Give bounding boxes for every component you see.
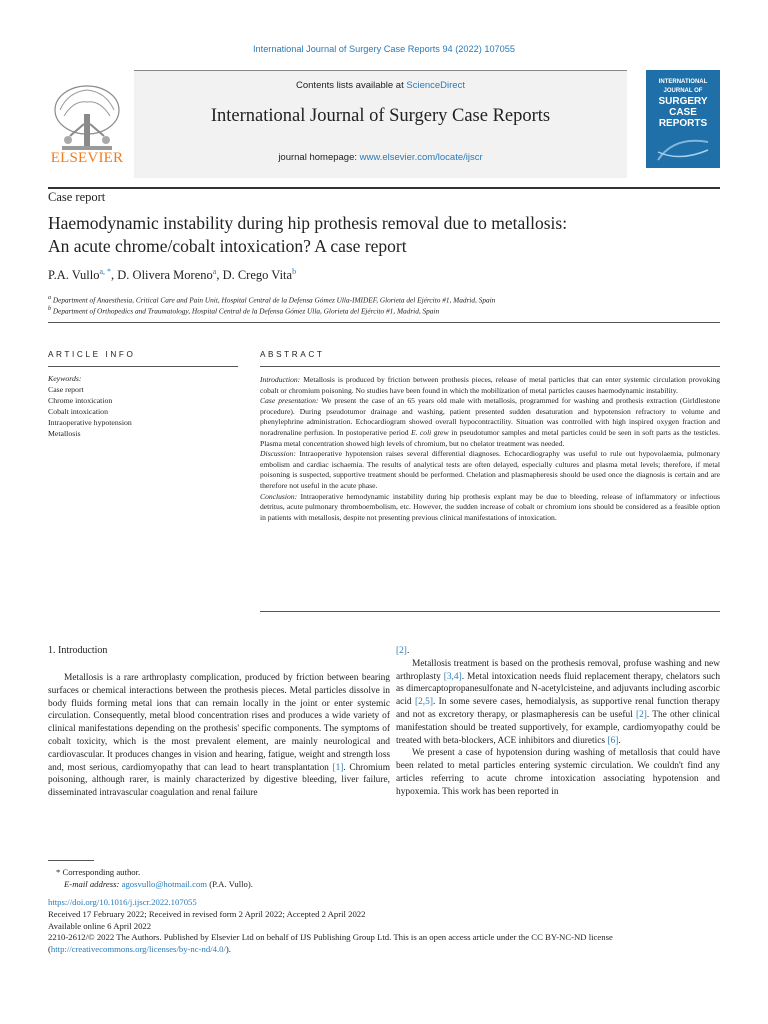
- citation-link[interactable]: [2,5]: [415, 697, 433, 708]
- abstract-label: Discussion:: [260, 449, 296, 459]
- article-info-heading: ARTICLE INFO: [48, 350, 136, 359]
- body-paragraph: [396, 747, 720, 798]
- body-paragraph: [48, 672, 390, 800]
- abstract-text: We present the case of an 65 years old male with metallosis, programmed for washing and prothesis extraction (Girldlestone procedure). During pseudotumor drainage and washing, patient presented sudden desaturation and hypotension refractory to volume and phenylephrine administration. Echocardiogram showed overall hypocontractility. Situation was controlled with high inspired oxygen fraction and noradrenaline perfusion. In postoperative period: [260, 396, 720, 437]
- abstract-body: [260, 375, 720, 523]
- body-text: .: [618, 735, 621, 746]
- keyword: Chrome intoxication: [48, 396, 113, 405]
- received-dates: Received 17 February 2022; Received in revised form 2 April 2022; Accepted 2 April 2022: [48, 908, 366, 919]
- article-title: [48, 212, 728, 258]
- cover-line: CASE: [669, 107, 697, 118]
- publication-info: [48, 897, 720, 956]
- cover-title: [652, 78, 714, 129]
- body-text: .: [406, 646, 410, 656]
- journal-cover: [646, 70, 720, 168]
- body-paragraph: [396, 645, 720, 658]
- sciencedirect-link[interactable]: ScienceDirect: [406, 80, 465, 91]
- license-statement: 2210-2612/© 2022 The Authors. Published by Elsevier Ltd on behalf of IJS Publishing Group Ltd. This is an open access article under the CC BY-NC-ND license: [48, 932, 613, 943]
- email-owner: (P.A. Vullo).: [207, 879, 253, 889]
- divider: [260, 366, 720, 367]
- citation-link[interactable]: [2]: [635, 709, 647, 720]
- abstract-label: Case presentation:: [260, 396, 319, 406]
- keywords-label: Keywords:: [48, 374, 82, 383]
- affiliation-sup: a: [48, 295, 52, 301]
- divider: [48, 366, 238, 367]
- corresponding-note: * Corresponding author.: [56, 867, 141, 877]
- doi-link[interactable]: https://doi.org/10.1016/j.ijscr.2022.107055: [48, 897, 197, 907]
- body-text: We present a case of hypotension during washing of metallosis that could have been related to metal particles entering systemic circulation. We couldn't find any articles referring to acute chrome intoxication associating hypotension and hypoxemia. This work has been reported in: [396, 748, 720, 797]
- title-line: Haemodynamic instability during hip prothesis removal due to metallosis:: [48, 213, 568, 233]
- abstract-italic: E. coli: [410, 427, 432, 437]
- publisher-wordmark: ELSEVIER: [50, 150, 124, 166]
- email-line: [48, 878, 388, 890]
- author-sup[interactable]: a, *: [99, 267, 112, 276]
- abstract-heading: ABSTRACT: [260, 350, 325, 359]
- abstract-text: Metallosis is produced by friction between prothesis pieces, release of metal particles that can enter systemic circulation provoking cobalt or chromium poisoning. No studies have been found in which the mobilization of metal particles causes haemodynamic instability.: [260, 375, 720, 395]
- body-text: . The other clinical manifestation should be treated supportively, for example, cardiomyopathy could be treated with beta-blockers, ACE inhibitors and diuretics: [396, 709, 720, 746]
- author-sup[interactable]: a: [212, 267, 217, 276]
- divider: [260, 611, 720, 612]
- keyword: Case report: [48, 385, 84, 394]
- email-link[interactable]: agosvullo@hotmail.com: [121, 879, 208, 889]
- keywords-block: [48, 373, 238, 439]
- homepage-prefix: journal homepage:: [278, 152, 360, 163]
- contents-prefix: Contents lists available at: [296, 80, 407, 91]
- citation-link[interactable]: [2]: [396, 646, 407, 656]
- citation-link[interactable]: [6]: [607, 735, 619, 746]
- body-text: . In some severe cases, hemodialysis, as supportive renal function therapy and not as excretory therapy, or plasmapheresis can be useful: [396, 697, 720, 720]
- keyword: Metallosis: [48, 429, 81, 438]
- cover-line: REPORTS: [658, 118, 708, 129]
- body-text: Metallosis is a rare arthroplasty complication, produced by friction between bearing surfaces or chemical interactions between the prothesis pieces. Metal particles dissolve in body fluids forming metal ions that can remain locally in the joint or enter systemic circulation. Consequently, metal blood concentration rises and produces a wide variety of clinical manifestations depending on the prothesis' specific components. The symptoms of cobalt toxicity, which is the most prevalent element, are mainly neurological and cardiovascular. It produces changes in vision and hearing, fatigue, weight and strength loss and, most serious, cardiomyopathy that can lead to heart transplantation: [48, 673, 390, 773]
- journal-reference[interactable]: International Journal of Surgery Case Reports 94 (2022) 107055: [252, 44, 515, 54]
- affiliation: [48, 295, 495, 304]
- body-text: Metallosis treatment is based on the prothesis removal, profuse washing and new arthroplasty: [396, 658, 720, 682]
- contents-line: [134, 80, 627, 91]
- citation-link[interactable]: [3,4]: [443, 671, 462, 682]
- author-sup[interactable]: b: [292, 267, 297, 276]
- title-line: An acute chrome/cobalt intoxication? A case report: [48, 236, 407, 256]
- abstract-text: Intraoperative hemodynamic instability during hip prothesis explant may be due to bleeding, release of inflammatory or infectious detritus, acute pulmonary thromboembolism, etc. However, the sudden increase of cobalt or chromium ions should be considered as a feasible option in patients with metallosis, despite not presenting previous clinical manifestations of intoxication.: [260, 491, 720, 522]
- author-name[interactable]: D. Crego Vita: [222, 268, 293, 283]
- abstract-label: Conclusion:: [260, 491, 298, 501]
- affiliation-text: Department of Orthopedics and Traumatology, Hospital Central de la Defensa Gómez Ulla, Glorieta del Ejército #1, Madrid, Spain: [52, 306, 440, 316]
- license-text: [48, 932, 720, 956]
- header-rule: [48, 187, 720, 189]
- citation-link[interactable]: [1]: [332, 762, 344, 773]
- author-name[interactable]: D. Olivera Moreno: [117, 268, 213, 283]
- abstract-text: grew in pseudotumor samples and metal particles could be seen in soft parts as the testicles. Plasma metal concentration showed high levels of chromium, but no chelator treatment was needed.: [260, 427, 721, 448]
- license-link[interactable]: http://creativecommons.org/licenses/by-nc-nd/4.0/: [50, 944, 226, 955]
- section-heading: 1. Introduction: [48, 645, 108, 656]
- article-type: Case report: [48, 190, 106, 204]
- abstract-text: Intraoperative hypotension raises several differential diagnoses. Echocardiography was useful to rule out hypovolaemia, pulmonary embolism and cardiac ischaemia. The results of analytical tests are often delayed, especially cultures and plasma metal levels; therefore, if metal poisoning is suspected, supportive treatment should be performed. Chelation and plasmapheresis should be used once the diagnosis is certain and are therefore not useful in the acute phase.: [260, 449, 720, 490]
- cover-graphic: [654, 132, 712, 164]
- keyword: Cobalt intoxication: [48, 407, 108, 416]
- journal-title: International Journal of Surgery Case Reports: [210, 106, 551, 126]
- body-text: . Metal intoxication needs fluid replacement therapy, chelators such as dimercaptopropanesulfonate and N-acetylcisteine, and adjuvants including ascorbic acid: [396, 671, 721, 708]
- abstract-paragraph: [260, 396, 720, 449]
- homepage-line: [134, 152, 627, 163]
- affiliation-text: Department of Anaesthesia, Critical Care and Pain Unit, Hospital Central de la Defensa Gómez Ulla-IMIDEF, Glorieta del Ejército #1, Madrid, Spain: [52, 295, 496, 305]
- cover-line: SURGERY: [658, 96, 708, 107]
- cover-line: JOURNAL OF: [663, 88, 703, 94]
- license-close: ).: [225, 944, 231, 955]
- abstract-paragraph: [260, 375, 720, 396]
- affiliation: [48, 306, 439, 315]
- left-column: [48, 672, 390, 800]
- license-open: (: [48, 944, 51, 955]
- divider: [48, 322, 720, 323]
- right-column: [396, 645, 720, 799]
- keyword: Intraoperative hypotension: [48, 418, 132, 427]
- body-paragraph: [396, 658, 720, 748]
- footnote-rule: [48, 860, 94, 861]
- abstract-label: Introduction:: [260, 375, 301, 384]
- homepage-link[interactable]: www.elsevier.com/locate/ijscr: [359, 152, 483, 163]
- cover-line: INTERNATIONAL: [658, 79, 708, 85]
- abstract-paragraph: [260, 449, 720, 491]
- footnote: [48, 866, 388, 890]
- author-name[interactable]: P.A. Vullo: [48, 268, 100, 283]
- body-text: . Chromium poisoning, although rarer, is mainly characterized by digestive bleeding, liver failure, disseminated intravascular coagulation and renal failure: [48, 762, 390, 799]
- affiliation-sup: b: [48, 306, 52, 312]
- email-label: E-mail address:: [64, 879, 120, 889]
- abstract-paragraph: [260, 492, 720, 524]
- online-date: Available online 6 April 2022: [48, 920, 152, 931]
- author-list: P.A. Vullo$^{a, *}$, D. Olivera Moreno$^a$, D. Crego Vita$^b$: [48, 267, 297, 283]
